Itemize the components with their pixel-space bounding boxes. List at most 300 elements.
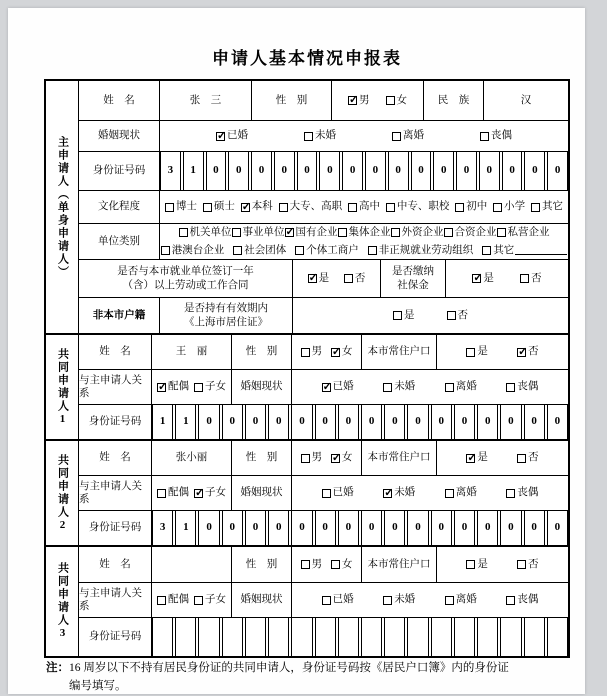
checkbox-label: 未婚: [394, 381, 416, 393]
id-digit-cell: 0: [431, 405, 452, 439]
checkbox-item: [445, 380, 477, 393]
id-digit-cell: 0: [384, 405, 405, 439]
education-options: [159, 191, 568, 223]
checkbox-label: 否: [457, 309, 468, 321]
id-number-digits: [151, 511, 568, 545]
id-digit-cell: [268, 618, 289, 656]
checkbox-label: 女: [341, 558, 353, 570]
residence-permit-label-line1: 是否持有有效期内: [184, 303, 268, 315]
checkbox-item: [295, 244, 359, 257]
unchecked-checkbox-icon: [295, 246, 304, 255]
checkbox-item: [531, 200, 563, 213]
checkbox-label: 已婚: [332, 487, 354, 499]
unchecked-checkbox-icon: [455, 203, 464, 212]
main-education-row: [79, 190, 568, 223]
unchecked-checkbox-icon: [466, 348, 475, 357]
footnote-line2: 编号填写。: [69, 679, 127, 692]
unchecked-checkbox-icon: [232, 228, 241, 237]
checkbox-label: 是: [477, 452, 488, 464]
checkbox-label: 是: [483, 272, 494, 284]
unchecked-checkbox-icon: [506, 596, 515, 605]
marital-status-options: [159, 121, 568, 151]
unchecked-checkbox-icon: [179, 228, 188, 237]
checkbox-item: [308, 272, 330, 285]
unchecked-checkbox-icon: [386, 96, 395, 105]
unchecked-checkbox-icon: [194, 596, 203, 605]
checkbox-item: [348, 200, 380, 213]
checkbox-label: 配偶: [168, 381, 189, 393]
id-digit-cell: [500, 618, 521, 656]
id-digit-cell: [198, 618, 219, 656]
checkbox-label: 男: [311, 346, 323, 358]
unit-type-options: [159, 224, 568, 259]
checkbox-item: [383, 593, 415, 606]
co-applicant-2-section-label: 共同申请人2: [46, 441, 79, 545]
checkbox-label: 丧偶: [517, 381, 539, 393]
checkbox-item: [480, 129, 512, 142]
checkbox-item: [348, 94, 370, 107]
checkbox-label: 国有企业: [295, 227, 338, 239]
checkbox-label: 未婚: [394, 594, 416, 606]
unchecked-checkbox-icon: [531, 203, 540, 212]
footnote-line1: 16 周岁以下不持有居民身份证的共同申请人，身份证号码按《居民户口簿》内的身份证: [69, 662, 509, 674]
unchecked-checkbox-icon: [392, 132, 401, 141]
id-digit-cell: 0: [411, 152, 432, 190]
checkbox-label: 是: [477, 558, 488, 570]
checked-checkbox-icon: [157, 383, 166, 392]
unchecked-checkbox-icon: [322, 489, 331, 498]
id-number-digits: [151, 618, 568, 656]
id-digit-cell: 0: [500, 511, 521, 545]
checkbox-label: 大专、高职: [289, 201, 343, 213]
unchecked-checkbox-icon: [447, 311, 456, 320]
unchecked-checkbox-icon: [445, 489, 454, 498]
social-insurance-label: [380, 260, 445, 297]
local-hukou-label: 本市常住户口: [361, 547, 436, 582]
id-digit-cell: 0: [319, 152, 340, 190]
checkbox-item: [386, 94, 408, 107]
checked-checkbox-icon: [194, 489, 203, 498]
checkbox-item: [322, 486, 354, 499]
checkbox-item: [506, 380, 538, 393]
checkbox-label: 男: [311, 452, 323, 464]
id-number-label: 身份证号码: [88, 522, 142, 534]
id-digit-cell: [431, 618, 452, 656]
local-hukou-label: 本市常住户口: [361, 335, 436, 369]
form-title: 申请人基本情况申报表: [212, 49, 402, 68]
id-digit-cell: 1: [175, 405, 196, 439]
main-applicant-section-label: 主申请人︵单身申请人︶: [46, 81, 79, 333]
checkbox-label: 博士: [176, 201, 197, 213]
checkbox-label: 否: [528, 452, 539, 464]
name-value: [151, 547, 231, 582]
unchecked-checkbox-icon: [506, 489, 515, 498]
checkbox-label: 中专、职校: [396, 201, 450, 213]
checkbox-item: [392, 129, 424, 142]
contract-options: [292, 260, 380, 297]
gender-options: [291, 547, 361, 582]
checkbox-label: 否: [528, 558, 539, 570]
unchecked-checkbox-icon: [331, 560, 340, 569]
id-digit-cell: 0: [524, 405, 545, 439]
checkbox-item: [304, 129, 336, 142]
co1-name-row: [79, 335, 568, 369]
checkbox-label: 是: [318, 272, 330, 284]
checkbox-item: [233, 244, 286, 257]
main-unit-type-row: [79, 223, 568, 259]
gender-label: 性 别: [251, 81, 331, 120]
checkbox-item: [157, 593, 189, 606]
checkbox-item: [466, 345, 488, 358]
checkbox-label: 离婚: [455, 487, 477, 499]
checkbox-label: 离婚: [403, 130, 424, 142]
marital-status-options: [291, 476, 568, 510]
ethnicity-label: 民 族: [423, 81, 483, 120]
checkbox-label: 集体企业: [348, 227, 391, 239]
checkbox-item: [383, 486, 415, 499]
id-digit-cell: 0: [251, 152, 272, 190]
unit-type-label: 单位类别: [98, 235, 140, 247]
id-number-label: 身份证号码: [88, 631, 142, 643]
gender-options: [331, 81, 423, 120]
id-digit-cell: 3: [152, 511, 173, 545]
id-digit-cell: 0: [431, 511, 452, 545]
id-digit-cell: 0: [274, 152, 295, 190]
name-value: 王 丽: [151, 335, 231, 369]
checkbox-item: [301, 558, 323, 571]
checkbox-label: 其它: [542, 201, 563, 213]
co2-name-row: [79, 441, 568, 475]
social-insurance-label-line1: 是否缴纳: [392, 266, 434, 278]
checkbox-item: [445, 593, 477, 606]
id-number-digits: [151, 405, 568, 439]
checkbox-item: [179, 226, 232, 239]
checkbox-item: [506, 486, 538, 499]
checkbox-item: [466, 558, 488, 571]
checkbox-label: 离婚: [455, 594, 477, 606]
id-digit-cell: [152, 618, 173, 656]
marital-status-label: 婚姻现状: [231, 476, 291, 510]
id-digit-cell: 0: [342, 152, 363, 190]
checkbox-item: [157, 380, 189, 393]
checkbox-label: 丧偶: [491, 130, 512, 142]
name-label: 姓 名: [99, 558, 131, 570]
checkbox-label: 已婚: [227, 130, 248, 142]
unchecked-checkbox-icon: [480, 132, 489, 141]
co-applicant-2-section: [46, 439, 568, 545]
main-contract-row: [79, 259, 568, 297]
unchecked-checkbox-icon: [445, 596, 454, 605]
id-digit-cell: 0: [454, 511, 475, 545]
checkbox-item: [301, 451, 323, 464]
marital-status-options: [291, 583, 568, 617]
co-applicant-1-section: [46, 333, 568, 439]
checkbox-item: [331, 558, 353, 571]
checkbox-item: [391, 226, 444, 239]
name-value: 张小丽: [151, 441, 231, 475]
checkbox-label: 女: [341, 346, 353, 358]
checkbox-label: 已婚: [332, 594, 354, 606]
id-digit-cell: 0: [361, 405, 382, 439]
id-digit-cell: 0: [477, 511, 498, 545]
id-digit-cell: 0: [384, 511, 405, 545]
checkbox-item: [285, 226, 338, 239]
id-digit-cell: 1: [175, 511, 196, 545]
checkbox-label: 小学: [504, 201, 526, 213]
id-digit-cell: 0: [502, 152, 523, 190]
unit-type-options-line1: [174, 224, 555, 242]
unchecked-checkbox-icon: [157, 489, 166, 498]
main-id-row: [79, 151, 568, 190]
checkbox-label: 事业单位: [242, 227, 285, 239]
unchecked-checkbox-icon: [466, 560, 475, 569]
id-digit-cell: 0: [291, 511, 312, 545]
unchecked-checkbox-icon: [506, 383, 515, 392]
checked-checkbox-icon: [322, 383, 331, 392]
id-digit-cell: [477, 618, 498, 656]
id-digit-cell: 0: [477, 405, 498, 439]
id-digit-cell: 0: [547, 511, 568, 545]
unchecked-checkbox-icon: [393, 311, 402, 320]
checked-checkbox-icon: [331, 348, 340, 357]
contract-label: [79, 260, 292, 297]
checkbox-item: [520, 272, 542, 285]
checkbox-item: [517, 558, 539, 571]
unchecked-checkbox-icon: [445, 383, 454, 392]
checked-checkbox-icon: [466, 454, 475, 463]
id-digit-cell: 0: [547, 152, 568, 190]
id-digit-cell: [175, 618, 196, 656]
footnote: [46, 660, 568, 696]
co-applicant-3-section-label: 共同申请人3: [46, 547, 79, 656]
id-digit-cell: 0: [315, 511, 336, 545]
unit-type-options-line2: [156, 242, 573, 260]
nonlocal-hukou-label: 非本市户籍: [92, 309, 146, 321]
id-digit-cell: 0: [433, 152, 454, 190]
relation-label: 与主申请人关系: [79, 587, 142, 612]
id-digit-cell: 0: [291, 405, 312, 439]
co1-relation-row: [79, 369, 568, 404]
id-digit-cell: 0: [365, 152, 386, 190]
gender-label: 性 别: [231, 441, 291, 475]
checkbox-label: 港澳台企业: [171, 244, 225, 256]
id-digit-cell: 0: [228, 152, 249, 190]
id-digit-cell: [245, 618, 266, 656]
checked-checkbox-icon: [331, 454, 340, 463]
unchecked-checkbox-icon: [194, 383, 203, 392]
id-digit-cell: [291, 618, 312, 656]
checkbox-item: [194, 593, 226, 606]
id-digit-cell: 0: [198, 405, 219, 439]
checkbox-label: 否: [531, 272, 542, 284]
gender-label: 性 别: [231, 335, 291, 369]
checkbox-item: [368, 244, 474, 257]
id-digit-cell: 0: [297, 152, 318, 190]
checkbox-label: 子女: [205, 487, 226, 499]
checkbox-label: 未婚: [394, 487, 416, 499]
unchecked-checkbox-icon: [368, 246, 377, 255]
checkbox-item: [203, 200, 235, 213]
unchecked-checkbox-icon: [383, 383, 392, 392]
checkbox-item: [393, 309, 415, 322]
checkbox-item: [497, 226, 550, 239]
id-digit-cell: [338, 618, 359, 656]
co-applicant-1-content: [79, 335, 568, 439]
id-digit-cell: [454, 618, 475, 656]
checkbox-label: 个体工商户: [306, 244, 359, 256]
marital-status-label: 婚姻现状: [231, 370, 291, 404]
checkbox-item: [506, 593, 538, 606]
checkbox-item: [194, 380, 226, 393]
id-digit-cell: [222, 618, 243, 656]
relation-options: [151, 370, 231, 404]
id-digit-cell: 0: [338, 405, 359, 439]
checkbox-label: 非正规就业劳动组织: [378, 244, 474, 256]
checkbox-item: [322, 380, 354, 393]
checkbox-item: [447, 309, 469, 322]
checkbox-item: [241, 200, 273, 213]
unchecked-checkbox-icon: [301, 454, 310, 463]
checkbox-label: 是: [404, 309, 415, 321]
checked-checkbox-icon: [285, 228, 294, 237]
id-number-label: 身份证号码: [88, 416, 142, 428]
id-digit-cell: 1: [183, 152, 204, 190]
checkbox-label: 合资企业: [454, 227, 497, 239]
co-applicant-3-section: [46, 545, 568, 656]
form-table: [44, 79, 570, 658]
social-insurance-label-line2: 社保金: [397, 279, 429, 291]
unchecked-checkbox-icon: [322, 596, 331, 605]
id-digit-cell: 0: [388, 152, 409, 190]
checkbox-label: 已婚: [332, 381, 354, 393]
footnote-prefix: 注：: [46, 662, 69, 674]
local-hukou-options: [436, 441, 568, 475]
checkbox-item: [517, 345, 539, 358]
co3-relation-row: [79, 582, 568, 617]
main-name-row: [79, 81, 568, 120]
checkbox-item: [157, 486, 189, 499]
checkbox-label: 机关单位: [189, 227, 232, 239]
checkbox-item: [482, 244, 567, 257]
relation-options: [151, 583, 231, 617]
relation-options: [151, 476, 231, 510]
checkbox-item: [322, 593, 354, 606]
id-digit-cell: 0: [479, 152, 500, 190]
id-digit-cell: 0: [315, 405, 336, 439]
document-page: [8, 8, 585, 694]
checked-checkbox-icon: [216, 132, 225, 141]
residence-permit-label: [159, 298, 292, 333]
unchecked-checkbox-icon: [157, 596, 166, 605]
id-digit-cell: [524, 618, 545, 656]
checkbox-label: 初中: [466, 201, 488, 213]
checkbox-label: 子女: [205, 594, 226, 606]
checkbox-item: [301, 345, 323, 358]
blank-underline: [515, 245, 567, 255]
id-digit-cell: 0: [407, 405, 428, 439]
id-number-label: 身份证号码: [92, 165, 146, 177]
checkbox-label: 配偶: [168, 487, 189, 499]
id-digit-cell: 0: [245, 405, 266, 439]
checkbox-item: [344, 272, 366, 285]
gender-options: [291, 441, 361, 475]
contract-label-line2: （含）以上劳动或工作合同: [122, 279, 249, 291]
unchecked-checkbox-icon: [391, 228, 400, 237]
unchecked-checkbox-icon: [520, 274, 529, 283]
checked-checkbox-icon: [383, 489, 392, 498]
checkbox-label: 男: [359, 94, 370, 106]
checkbox-item: [331, 345, 353, 358]
unchecked-checkbox-icon: [344, 274, 353, 283]
checkbox-label: 外资企业: [401, 227, 444, 239]
checkbox-item: [383, 380, 415, 393]
id-digit-cell: 0: [198, 511, 219, 545]
unchecked-checkbox-icon: [203, 203, 212, 212]
co-applicant-2-content: [79, 441, 568, 545]
id-digit-cell: 3: [160, 152, 181, 190]
name-label: 姓 名: [103, 94, 135, 106]
id-digit-cell: [361, 618, 382, 656]
contract-label-line1: 是否与本市就业单位签订一年: [117, 266, 254, 278]
id-digit-cell: 0: [222, 511, 243, 545]
name-label: 姓 名: [99, 346, 131, 358]
social-insurance-options: [445, 260, 568, 297]
marital-status-options: [291, 370, 568, 404]
ethnicity-value: 汉: [483, 81, 568, 120]
name-value: 张 三: [159, 81, 251, 120]
checkbox-label: 丧偶: [517, 487, 539, 499]
checkbox-item: [165, 200, 197, 213]
main-applicant-section: [46, 81, 568, 333]
checkbox-item: [338, 226, 391, 239]
id-digit-cell: 0: [222, 405, 243, 439]
checkbox-label: 高中: [359, 201, 380, 213]
checkbox-label: 否: [354, 272, 366, 284]
id-digit-cell: 0: [524, 511, 545, 545]
checked-checkbox-icon: [472, 274, 481, 283]
checkbox-item: [386, 200, 450, 213]
id-digit-cell: [547, 618, 568, 656]
id-digit-cell: 0: [454, 405, 475, 439]
checkbox-label: 配偶: [168, 594, 189, 606]
checkbox-label: 丧偶: [517, 594, 539, 606]
checkbox-label: 离婚: [455, 381, 477, 393]
checkbox-item: [472, 272, 494, 285]
unchecked-checkbox-icon: [497, 228, 506, 237]
local-hukou-options: [436, 547, 568, 582]
checkbox-item: [455, 200, 487, 213]
checked-checkbox-icon: [517, 348, 526, 357]
education-label: 文化程度: [98, 201, 140, 213]
checked-checkbox-icon: [348, 96, 357, 105]
relation-label: 与主申请人关系: [79, 480, 142, 505]
local-hukou-label: 本市常住户口: [361, 441, 436, 475]
unchecked-checkbox-icon: [301, 560, 310, 569]
unchecked-checkbox-icon: [482, 246, 491, 255]
footnote-text: [69, 660, 509, 696]
checkbox-label: 否: [528, 346, 539, 358]
checkbox-item: [216, 129, 248, 142]
unchecked-checkbox-icon: [338, 228, 347, 237]
checkbox-label: 女: [396, 94, 407, 106]
unchecked-checkbox-icon: [386, 203, 395, 212]
id-digit-cell: 0: [338, 511, 359, 545]
co3-name-row: [79, 547, 568, 582]
checkbox-item: [445, 486, 477, 499]
id-digit-cell: 0: [524, 152, 545, 190]
checkbox-item: [194, 486, 226, 499]
main-nonlocal-row: [79, 297, 568, 333]
